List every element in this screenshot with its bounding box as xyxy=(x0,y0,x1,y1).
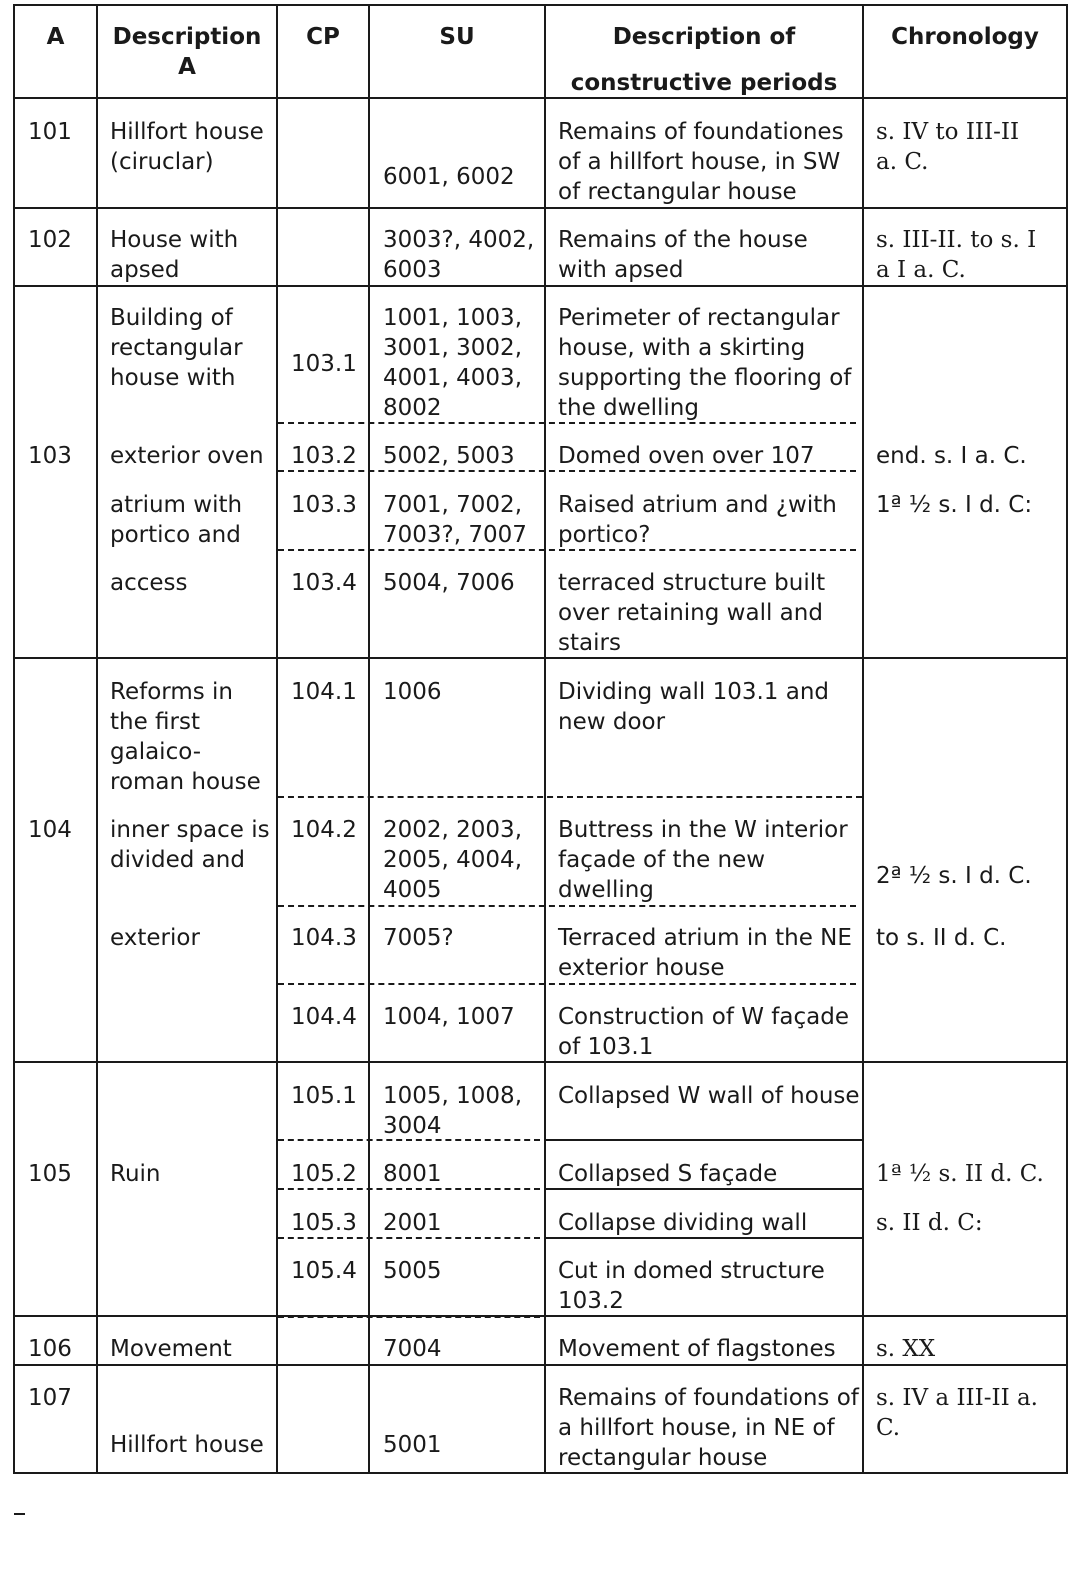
cell-chronology: end. s. I a. C. xyxy=(876,443,1027,469)
header-a: A xyxy=(46,24,65,50)
cell-description: Hillfort house (ciruclar) xyxy=(110,119,264,175)
cell-a: 105 xyxy=(28,1161,72,1187)
cell-su: 1001, 1003, 3001, 3002, 4001, 4003, 8002 xyxy=(383,305,522,421)
subperiod-separator xyxy=(278,1316,540,1318)
header-description-cp-line1: Description of xyxy=(612,24,796,50)
cell-chronology: s. III-II. to s. I a I a. C. xyxy=(876,227,1037,283)
subperiod-separator xyxy=(278,796,862,798)
cell-period: Remains of foundations of a hillfort house, in NE of rectangular house xyxy=(558,1385,859,1471)
header-cp: CP xyxy=(306,24,340,50)
cell-su: 2001 xyxy=(383,1210,442,1236)
cell-period: terraced structure built over retaining wall and stairs xyxy=(558,570,826,656)
cell-su: 1005, 1008, 3004 xyxy=(383,1083,522,1139)
header-description-a: Description A xyxy=(112,24,262,80)
cell-period: Remains of foundationes of a hillfort house, in SW of rectangular house xyxy=(558,119,844,205)
cell-a: 104 xyxy=(28,817,72,843)
cell-period: Terraced atrium in the NE exterior house xyxy=(558,925,852,981)
table-border-left xyxy=(13,4,15,1474)
row-rule xyxy=(13,207,1068,209)
cell-period: Dividing wall 103.1 and new door xyxy=(558,679,830,735)
table-border-right xyxy=(1066,4,1068,1474)
cell-description: Reforms in the first galaico- roman house xyxy=(110,679,261,795)
cell-cp: 105.2 xyxy=(291,1161,357,1187)
cell-period: Collapsed S façade xyxy=(558,1161,778,1187)
cell-su: 1006 xyxy=(383,679,442,705)
cell-su: 7001, 7002, 7003?, 7007 xyxy=(383,492,527,548)
header-chronology: Chronology xyxy=(891,24,1039,50)
subperiod-rule xyxy=(546,1139,862,1141)
cell-su: 5002, 5003 xyxy=(383,443,515,469)
cell-a: 103 xyxy=(28,443,72,469)
cell-description: inner space is divided and xyxy=(110,817,270,873)
cell-su: 7005? xyxy=(383,925,454,951)
row-rule xyxy=(13,1315,1068,1317)
cell-description: atrium with portico and xyxy=(110,492,243,548)
cell-su: 8001 xyxy=(383,1161,442,1187)
cell-period: Movement of flagstones xyxy=(558,1336,836,1362)
cell-period: Collapse dividing wall xyxy=(558,1210,808,1236)
column-divider xyxy=(862,4,864,1474)
table-border-bottom xyxy=(13,1472,1068,1474)
cell-su: 5004, 7006 xyxy=(383,570,515,596)
row-rule xyxy=(13,285,1068,287)
cell-chronology: s. II d. C: xyxy=(876,1210,983,1236)
cell-a: 102 xyxy=(28,227,72,253)
cell-period: Raised atrium and ¿with portico? xyxy=(558,492,837,548)
cell-description: Ruin xyxy=(110,1161,161,1187)
cell-su: 3003?, 4002, 6003 xyxy=(383,227,535,283)
column-divider xyxy=(276,4,278,1474)
cell-description: Hillfort house xyxy=(110,1432,264,1458)
cell-period: Collapsed W wall of house xyxy=(558,1083,860,1109)
table-border-top xyxy=(13,4,1068,6)
row-rule xyxy=(13,657,1068,659)
cell-description: House with apsed xyxy=(110,227,239,283)
cell-description: Building of rectangular house with xyxy=(110,305,243,391)
row-rule xyxy=(13,1061,1068,1063)
cell-su: 5005 xyxy=(383,1258,442,1284)
cell-su: 5001 xyxy=(383,1432,442,1458)
cell-a: 106 xyxy=(28,1336,72,1362)
cell-period: Remains of the house with apsed xyxy=(558,227,808,283)
cell-a: 107 xyxy=(28,1385,72,1411)
cell-cp: 103.2 xyxy=(291,443,357,469)
cell-description: exterior xyxy=(110,925,200,951)
cell-chronology: s. XX xyxy=(876,1336,936,1362)
cell-su: 2002, 2003, 2005, 4004, 4005 xyxy=(383,817,522,903)
cell-period: Cut in domed structure 103.2 xyxy=(558,1258,825,1314)
cell-chronology: 1ª ½ s. I d. C: xyxy=(876,492,1033,518)
cell-cp: 105.3 xyxy=(291,1210,357,1236)
cell-description: exterior oven xyxy=(110,443,264,469)
header-bottom-rule xyxy=(13,97,1068,99)
column-divider xyxy=(368,4,370,1474)
cell-description: Movement xyxy=(110,1336,232,1362)
cell-cp: 104.1 xyxy=(291,679,357,705)
dash-mark xyxy=(14,1513,25,1515)
cell-period: Perimeter of rectangular house, with a skirting supporting the flooring of the dwelling xyxy=(558,305,852,421)
cell-chronology: 2ª ½ s. I d. C. xyxy=(876,863,1032,889)
header-su: SU xyxy=(439,24,475,50)
cell-cp: 104.4 xyxy=(291,1004,357,1030)
cell-description: access xyxy=(110,570,188,596)
cell-chronology: 1ª ½ s. II d. C. xyxy=(876,1161,1044,1187)
cell-su: 1004, 1007 xyxy=(383,1004,515,1030)
cell-cp: 104.2 xyxy=(291,817,357,843)
cell-cp: 103.1 xyxy=(291,351,357,377)
cell-cp: 105.1 xyxy=(291,1083,357,1109)
cell-period: Construction of W façade of 103.1 xyxy=(558,1004,849,1060)
column-divider xyxy=(544,4,546,1474)
subperiod-separator xyxy=(278,983,856,985)
cell-chronology: s. IV a III-II a. C. xyxy=(876,1385,1038,1441)
cell-period: Buttress in the W interior façade of the new dwelling xyxy=(558,817,848,903)
cell-cp: 105.4 xyxy=(291,1258,357,1284)
cell-cp: 103.3 xyxy=(291,492,357,518)
cell-chronology: s. IV to III-II a. C. xyxy=(876,119,1020,175)
cell-su: 7004 xyxy=(383,1336,442,1362)
cell-chronology: to s. II d. C. xyxy=(876,925,1007,951)
column-divider xyxy=(96,4,98,1474)
cell-cp: 103.4 xyxy=(291,570,357,596)
cell-period: Domed oven over 107 xyxy=(558,443,815,469)
header-description-cp-line2: constructive periods xyxy=(570,70,838,96)
cell-a: 101 xyxy=(28,119,72,145)
cell-su: 6001, 6002 xyxy=(383,164,515,190)
subperiod-separator xyxy=(278,905,856,907)
cell-cp: 104.3 xyxy=(291,925,357,951)
row-rule xyxy=(13,1364,1068,1366)
